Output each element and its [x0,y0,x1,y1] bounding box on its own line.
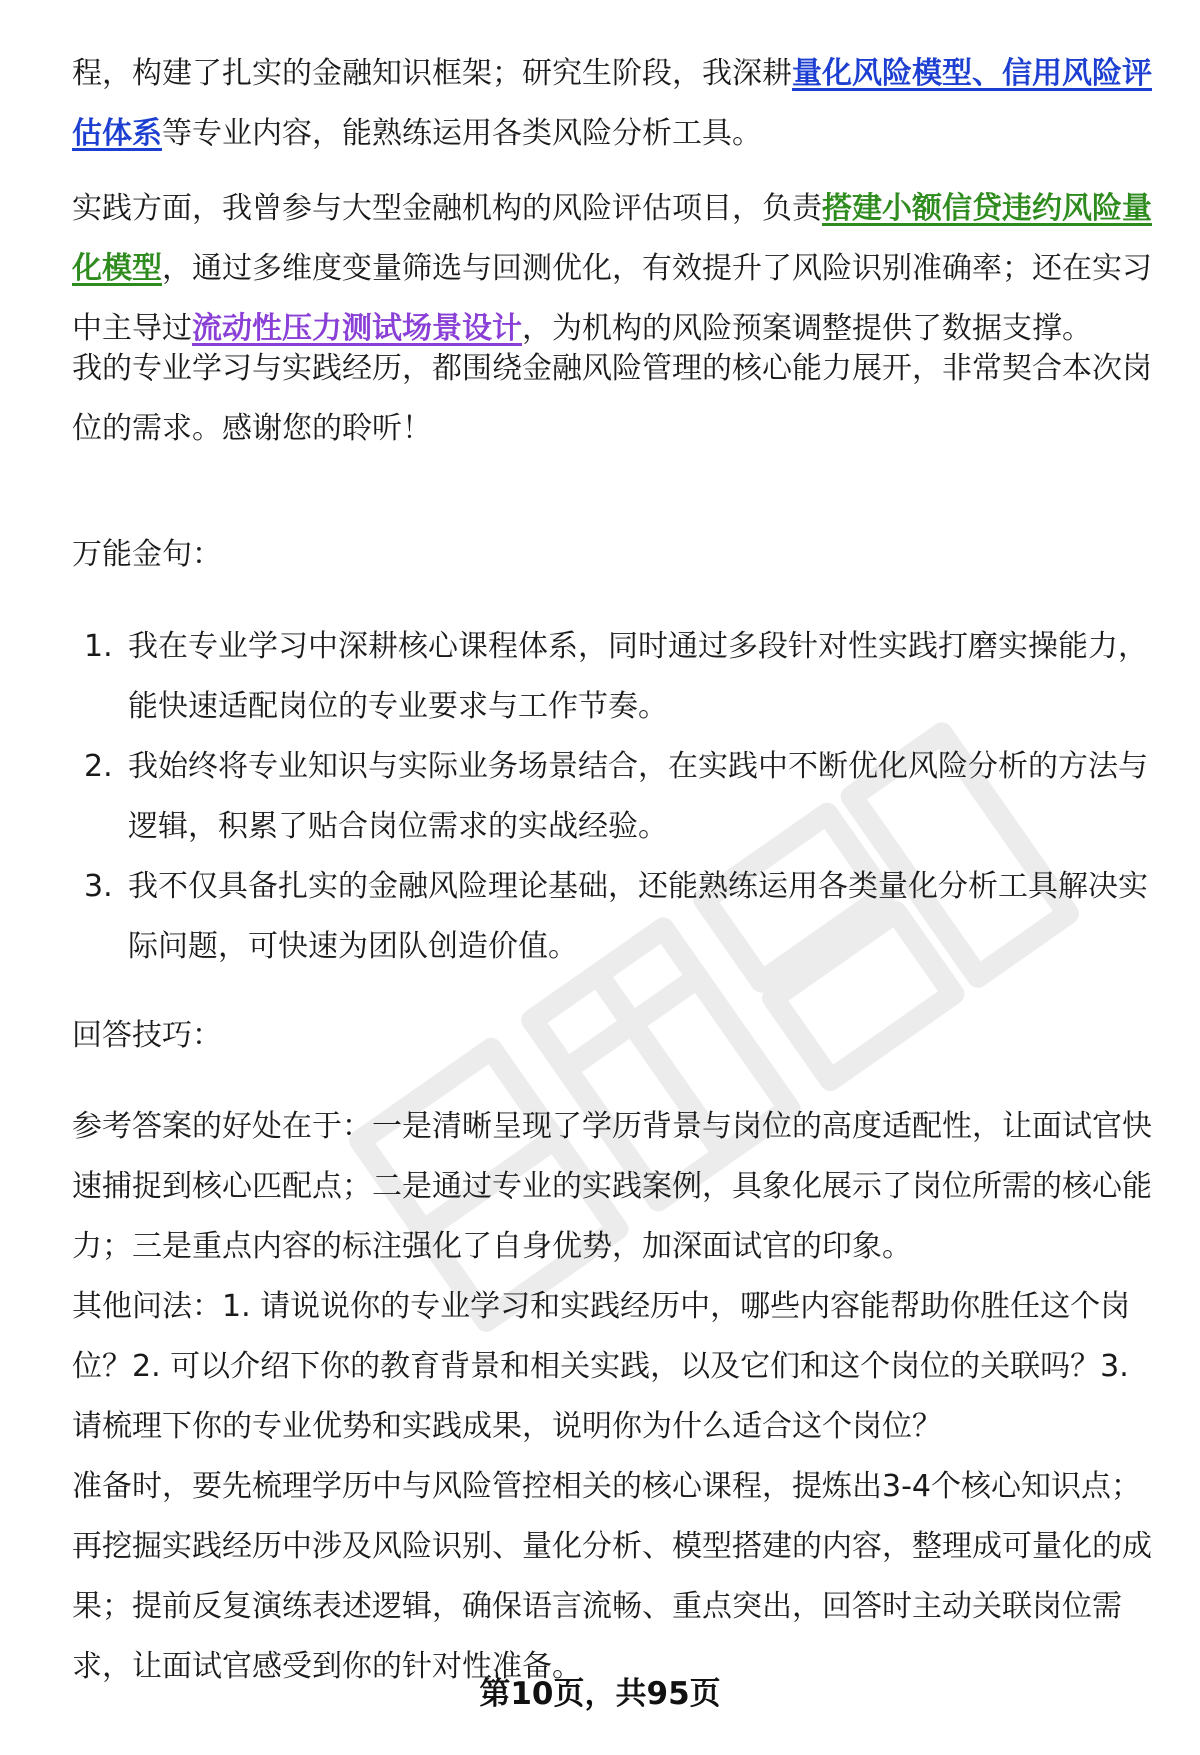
list-item [72,737,1152,857]
paragraph-conclusion: 我的专业学习与实践经历，都围绕金融风险管理的核心能力展开，非常契合本次岗位的需求。感谢您的聆听！ [72,351,1152,446]
highlight-purple: 流动性压力测试场景设计 [192,311,522,346]
list-number: 3. [84,869,113,904]
paragraph-preparation: 准备时，要先梳理学历中与风险管控相关的核心课程，提炼出3-4个核心知识点；再挖掘实践经历中涉及风险识别、量化分析、模型搭建的内容，整理成可量化的成果；提前反复演练表述逻辑，确保语言流畅、重点突出，回答时主动关联岗位需求，让面试官感受到你的针对性准备。 [72,1469,1152,1684]
heading-answer-tips: 回答技巧： [72,1018,222,1053]
golden-sentences-list [72,617,1152,977]
list-item [72,617,1152,737]
paragraph-tips-benefits: 参考答案的好处在于：一是清晰呈现了学历背景与岗位的高度适配性，让面试官快速捕捉到核心匹配点；二是通过专业的实践案例，具象化展示了岗位所需的核心能力；三是重点内容的标注强化了自身优势，加深面试官的印象。 [72,1109,1152,1264]
paragraph-text: ，通过多维度变量筛选与回测优化，有效提升了风险识别准确率；还在实习中主导过 [72,251,1152,346]
paragraph-practice [72,179,1152,359]
paragraph-text: 程，构建了扎实的金融知识框架；研究生阶段，我深耕 [72,56,792,91]
list-item-text: 我始终将专业知识与实际业务场景结合，在实践中不断优化风险分析的方法与逻辑，积累了贴合岗位需求的实战经验。 [128,749,1148,844]
list-item [72,857,1152,977]
list-item-text: 我在专业学习中深耕核心课程体系，同时通过多段针对性实践打磨实操能力，能快速适配岗位的专业要求与工作节奏。 [128,629,1148,724]
heading-golden-sentences: 万能金句： [72,537,222,572]
list-number: 1. [84,629,113,664]
highlight-blue: 量化风险模型、信用风险评估体系 [72,56,1152,151]
paragraph-text: 实践方面，我曾参与大型金融机构的风险评估项目，负责 [72,191,822,226]
paragraph-other-questions: 其他问法：1. 请说说你的专业学习和实践经历中，哪些内容能帮助你胜任这个岗位？2. 可以介绍下你的教育背景和相关实践，以及它们和这个岗位的关联吗？3. 请梳理下你的专业优势和实践成果，说明你为什么适合这个岗位？ [72,1289,1131,1444]
paragraph-text: ，为机构的风险预案调整提供了数据支撑。 [522,311,1092,346]
page-number-footer: 第10页，共95页 [479,1676,721,1712]
highlight-green: 搭建小额信贷违约风险量化模型 [72,191,1152,286]
list-number: 2. [84,749,113,784]
paragraph-text: 等专业内容，能熟练运用各类风险分析工具。 [162,116,762,151]
paragraph-education [72,44,1152,164]
list-item-text: 我不仅具备扎实的金融风险理论基础，还能熟练运用各类量化分析工具解决实际问题，可快速为团队创造价值。 [128,869,1148,964]
